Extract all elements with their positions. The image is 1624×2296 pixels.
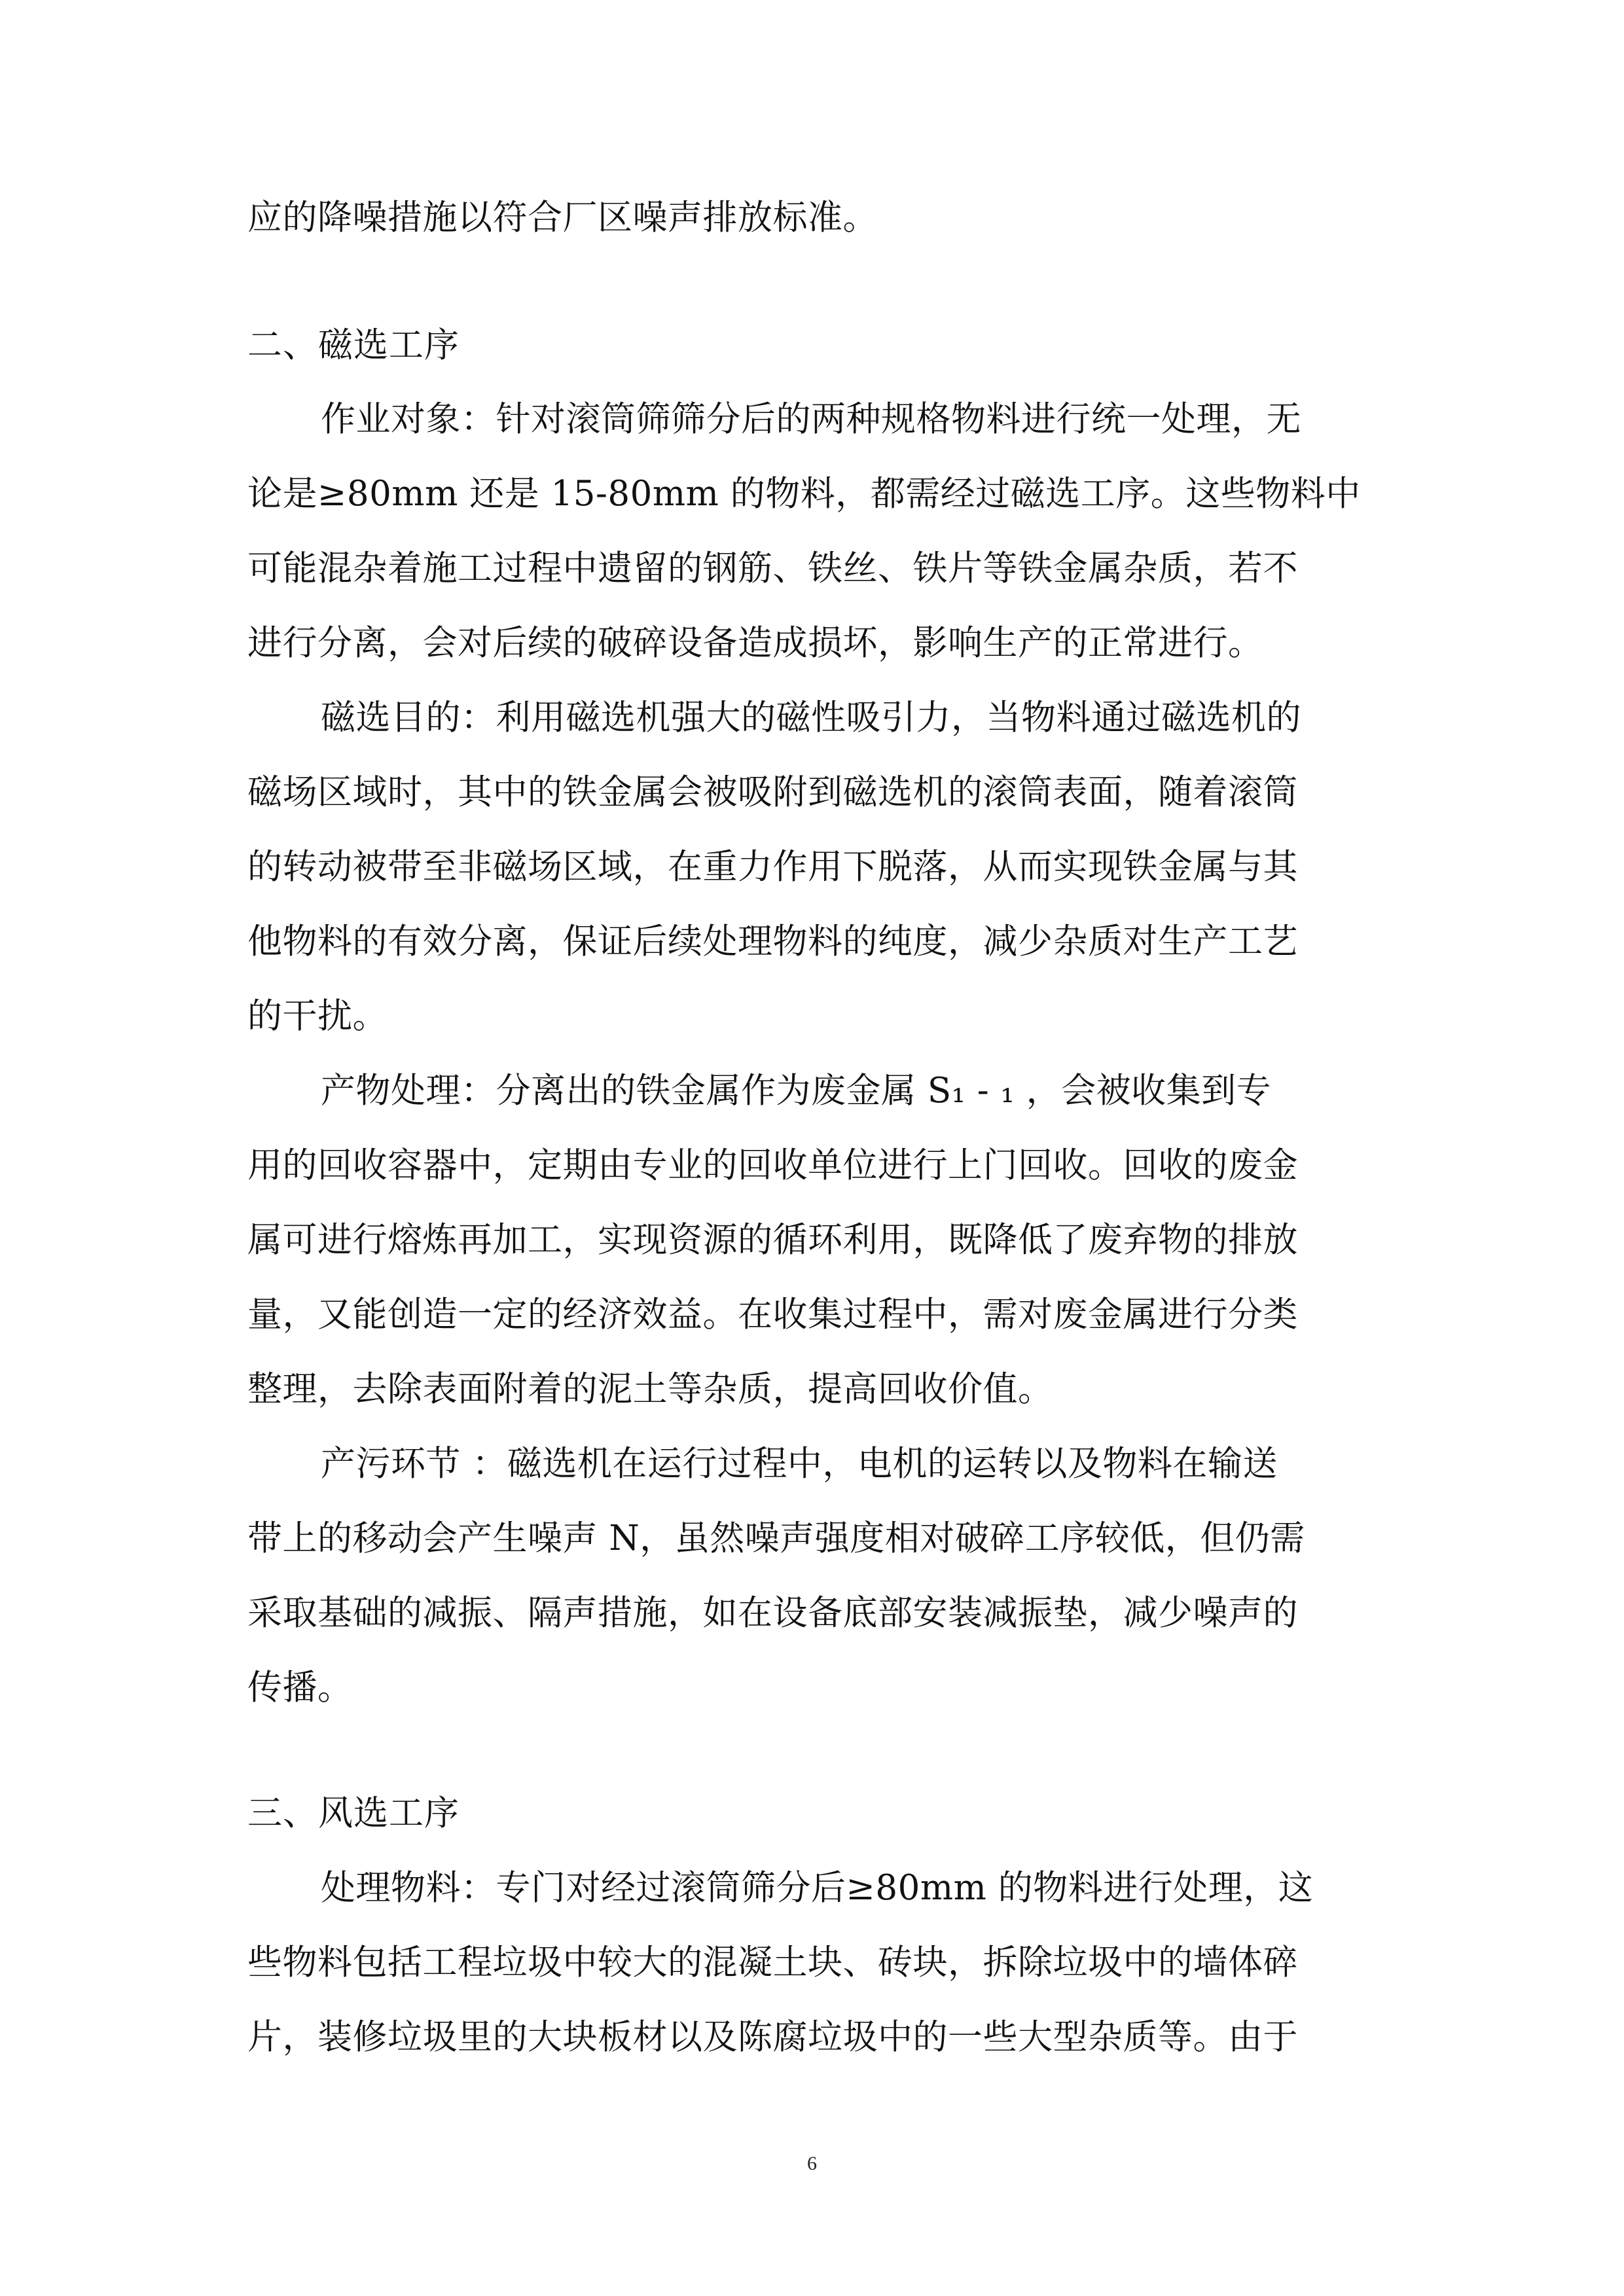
page-number: 6 <box>807 2153 817 2174</box>
text-line: 磁场区域时，其中的铁金属会被吸附到磁选机的滚筒表面，随着滚筒 <box>247 772 1298 812</box>
text-line: 他物料的有效分离，保证后续处理物料的纯度，减少杂质对生产工艺 <box>247 922 1298 961</box>
text-line: 的转动被带至非磁场区域，在重力作用下脱落，从而实现铁金属与其 <box>247 847 1298 887</box>
text-line: 论是≥80mm 还是 15-80mm 的物料，都需经过磁选工序。这些物料中 <box>247 474 1361 514</box>
text-line: 应的降噪措施以符合厂区噪声排放标准。 <box>247 198 878 238</box>
section-heading: 二、磁选工序 <box>247 325 460 365</box>
text-line: 传播。 <box>247 1668 353 1708</box>
text-line: 产物处理：分离出的铁金属作为废金属 S₁ - ₁ ，会被收集到专 <box>321 1071 1272 1111</box>
text-line: 可能混杂着施工过程中遗留的钢筋、铁丝、铁片等铁金属杂质，若不 <box>247 548 1298 588</box>
text-line: 产污环节 ：磁选机在运行过程中，电机的运转以及物料在输送 <box>321 1444 1278 1484</box>
text-line: 作业对象：针对滚筒筛筛分后的两种规格物料进行统一处理，无 <box>321 399 1301 439</box>
text-line: 量，又能创造一定的经济效益。在收集过程中，需对废金属进行分类 <box>247 1295 1298 1335</box>
text-line: 带上的移动会产生噪声 N，虽然噪声强度相对破碎工序较低，但仍需 <box>247 1518 1305 1558</box>
text-line: 的干扰。 <box>247 996 388 1036</box>
text-line: 采取基础的减振、隔声措施，如在设备底部安装减振垫，减少噪声的 <box>247 1593 1298 1633</box>
section-heading: 三、风选工序 <box>247 1793 460 1833</box>
text-line: 用的回收容器中，定期由专业的回收单位进行上门回收。回收的废金 <box>247 1145 1298 1185</box>
text-line: 进行分离，会对后续的破碎设备造成损坏，影响生产的正常进行。 <box>247 623 1263 663</box>
text-line: 整理，去除表面附着的泥土等杂质，提高回收价值。 <box>247 1369 1053 1409</box>
text-line: 属可进行熔炼再加工，实现资源的循环利用，既降低了废弃物的排放 <box>247 1220 1298 1260</box>
text-line: 些物料包括工程垃圾中较大的混凝土块、砖块，拆除垃圾中的墙体碎 <box>247 1943 1298 1982</box>
text-line: 片，装修垃圾里的大块板材以及陈腐垃圾中的一些大型杂质等。由于 <box>247 2017 1298 2057</box>
text-line: 处理物料：专门对经过滚筒筛分后≥80mm 的物料进行处理，这 <box>321 1868 1314 1908</box>
text-line: 磁选目的：利用磁选机强大的磁性吸引力，当物料通过磁选机的 <box>321 698 1301 738</box>
